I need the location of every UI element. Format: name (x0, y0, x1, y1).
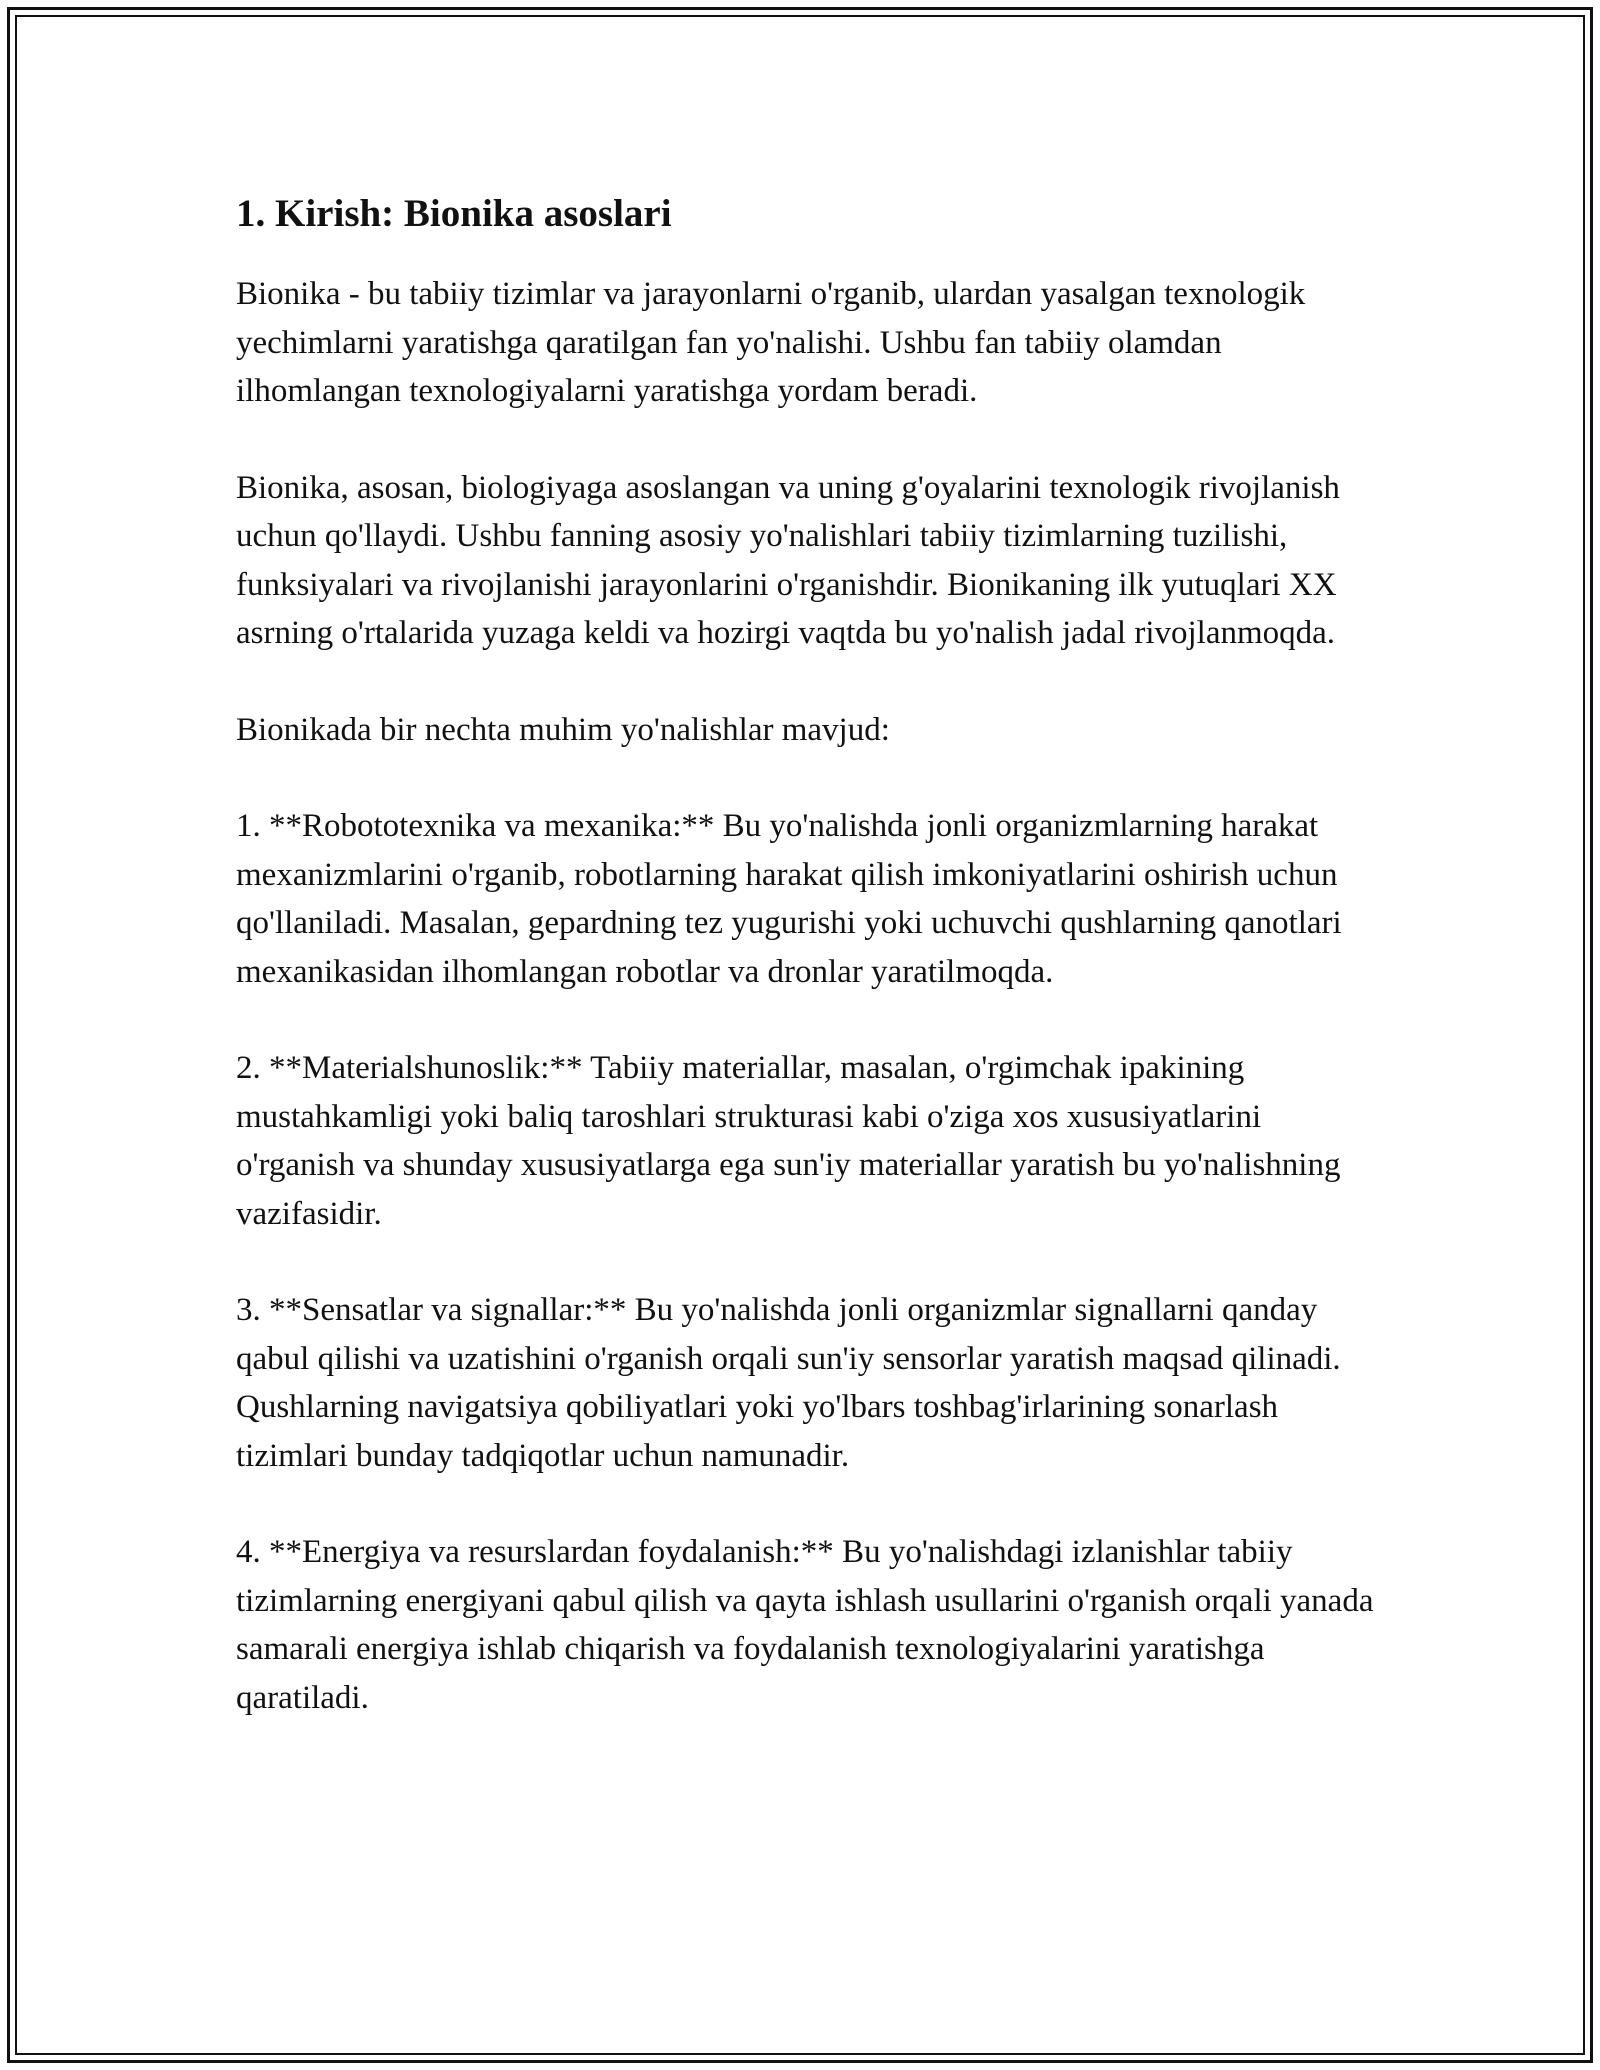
list-item-robotics: 1. **Robototexnika va mexanika:** Bu yo'nalishda jonli organizmlarning harakat mexanizmlarini o'rganib, robotlarning harakat qilish imkoniyatlarini oshirish uchun qo'llaniladi. Masalan, gepardning tez yugurishi yoki uchuvchi qushlarning qanotlari mexanikasidan ilhomlangan robotlar va dronlar yaratilmoqda. (236, 808, 1342, 990)
paragraph-intro: Bionika - bu tabiiy tizimlar va jarayonlarni o'rganib, ulardan yasalgan texnologik yechimlarni yaratishga qaratilgan fan yo'nalishi. Ushbu fan tabiiy olamdan ilhomlangan texnologiyalarni yaratishga yordam beradi. (236, 276, 1306, 409)
paragraph-overview: Bionika, asosan, biologiyaga asoslangan va uning g'oyalarini texnologik rivojlanish uchun qo'llaydi. Ushbu fanning asosiy yo'nalishlari tabiiy tizimlarning tuzilishi, funksiyalari va rivojlanishi jarayonlarini o'rganishdir. Bionikaning ilk yutuqlari XX asrning o'rtalarida yuzaga keldi va hozirgi vaqtda bu yo'nalish jadal rivojlanmoqda. (236, 469, 1340, 651)
list-item-energy: 4. **Energiya va resurslardan foydalanish:** Bu yo'nalishdagi izlanishlar tabiiy tizimlarning energiyani qabul qilish va qayta ishlash usullarini o'rganish orqali yanada samarali energiya ishlab chiqarish va foydalanish texnologiyalarini yaratishga qaratiladi. (236, 1534, 1374, 1716)
list-item-materials: 2. **Materialshunoslik:** Tabiiy materiallar, masalan, o'rgimchak ipakining mustahkamligi yoki baliq taroshlari strukturasi kabi o'ziga xos xususiyatlarini o'rganish va shunday xususiyatlarga ega sun'iy materiallar yaratish bu yo'nalishning vazifasidir. (236, 1050, 1341, 1232)
paragraph-directions-lead: Bionikada bir nechta muhim yo'nalishlar mavjud: (236, 711, 890, 748)
page-title: 1. Kirish: Bionika asoslari (236, 192, 672, 235)
document-body (236, 186, 1376, 1722)
list-item-sensors: 3. **Sensatlar va signallar:** Bu yo'nalishda jonli organizmlar signallarni qanday qabul qilishi va uzatishini o'rganish orqali sun'iy sensorlar yaratish maqsad qilinadi. Qushlarning navigatsiya qobiliyatlari yoki yo'lbars toshbag'irlarining sonarlash tizimlari bunday tadqiqotlar uchun namunadir. (236, 1292, 1341, 1474)
